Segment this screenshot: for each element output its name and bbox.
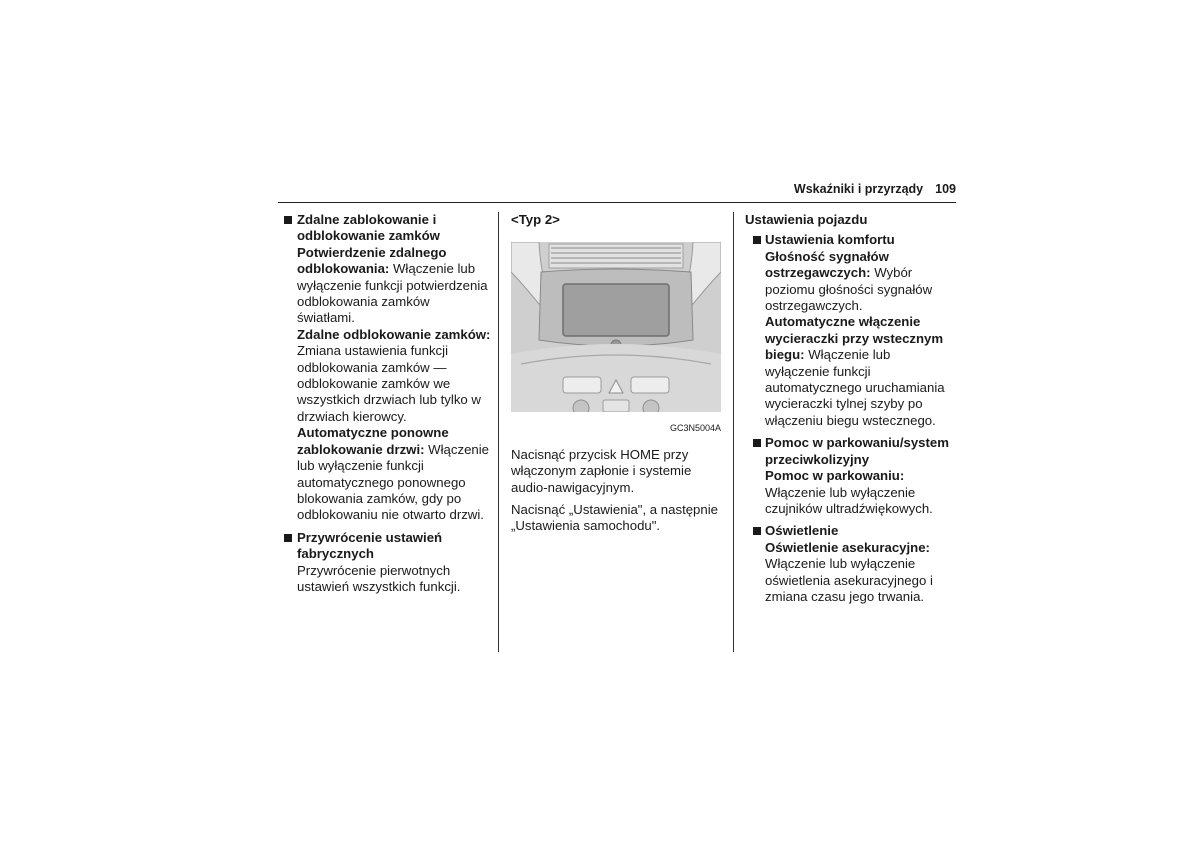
instruction-paragraph-2: Nacisnąć „Ustawienia", a następnie „Ustawienia samochodu". — [511, 502, 718, 534]
description: Włączenie lub wyłączenie oświetlenia asekuracyjnego i zmiana czasu jego trwania. — [765, 556, 933, 604]
description: Zmiana ustawienia funkcji odblokowania zamków — odblokowanie zamków we wszystkich drzwiach lub tylko w drzwiach kierowcy. — [297, 343, 481, 424]
term: Automatyczne ponowne zablokowanie drzwi: — [297, 425, 449, 457]
column-left — [283, 212, 491, 595]
description: Wybór poziomu głośności sygnałów ostrzegawczych. — [765, 265, 933, 314]
image-caption: GC3N5004A — [669, 423, 721, 434]
square-bullet-icon — [753, 527, 761, 535]
term: Pomoc w parkowaniu: — [765, 468, 905, 484]
square-bullet-icon — [753, 439, 761, 447]
square-bullet-icon — [753, 236, 761, 244]
paragraph — [297, 245, 491, 327]
section-title: Wskaźniki i przyrządy — [793, 182, 924, 196]
item-title: Przywrócenie ustawień fabrycznych — [297, 529, 443, 562]
description: Włączenie lub wyłączenie funkcji potwierdzenia odblokowania zamków światłami. — [297, 261, 488, 326]
term: Automatyczne włączenie wycieraczki przy wstecznym biegu: — [765, 314, 944, 363]
description: Włączenie lub wyłączenie funkcji automatycznego uruchamiania wycieraczki tylnej szyby po włączeniu biegu wstecznego. — [765, 347, 945, 428]
paragraph — [765, 249, 955, 315]
header-text — [794, 182, 956, 196]
square-bullet-icon — [284, 216, 292, 224]
list-item-parking — [745, 435, 955, 517]
type-label: <Typ 2> — [511, 212, 560, 227]
paragraph — [765, 314, 955, 429]
item-title: Oświetlenie — [765, 523, 839, 539]
list-item-remote-locking — [283, 212, 491, 524]
column-middle — [511, 212, 723, 541]
description: Przywrócenie pierwotnych ustawień wszystkich funkcji. — [297, 562, 461, 594]
list-item-factory-reset — [283, 530, 491, 596]
term: Oświetlenie asekuracyjne: — [765, 539, 930, 555]
column-divider-1 — [498, 212, 499, 652]
description: Włączenie lub wyłączenie czujników ultradźwiękowych. — [765, 484, 933, 516]
item-title: Zdalne zablokowanie i odblokowanie zamków — [297, 212, 440, 244]
section-heading: Ustawienia pojazdu — [745, 212, 868, 227]
column-right — [745, 212, 955, 605]
dashboard-illustration — [511, 242, 721, 412]
column-divider-2 — [733, 212, 734, 652]
page-header — [278, 182, 956, 203]
list-item-comfort — [745, 232, 955, 429]
description: Włączenie lub wyłączenie funkcji automatycznego ponownego blokowania zamków, gdy po odblokowaniu nie otwarto drzwi. — [297, 441, 489, 523]
square-bullet-icon — [284, 534, 292, 542]
term: Głośność sygnałów ostrzegawczych: — [765, 248, 889, 281]
list-item-lighting — [745, 523, 955, 605]
item-title: Pomoc w parkowaniu/system przeciwkolizyjny — [765, 435, 949, 467]
item-title: Ustawienia komfortu — [765, 232, 895, 248]
paragraph — [297, 425, 491, 523]
dashboard-photo — [511, 242, 721, 412]
term: Potwierdzenie zdalnego odblokowania: — [297, 244, 447, 277]
instruction-paragraph-1: Nacisnąć przycisk HOME przy włączonym zapłonie i systemie audio-nawigacyjnym. — [511, 446, 692, 495]
page-number: 109 — [935, 182, 956, 196]
term: Zdalne odblokowanie zamków: — [297, 326, 491, 342]
